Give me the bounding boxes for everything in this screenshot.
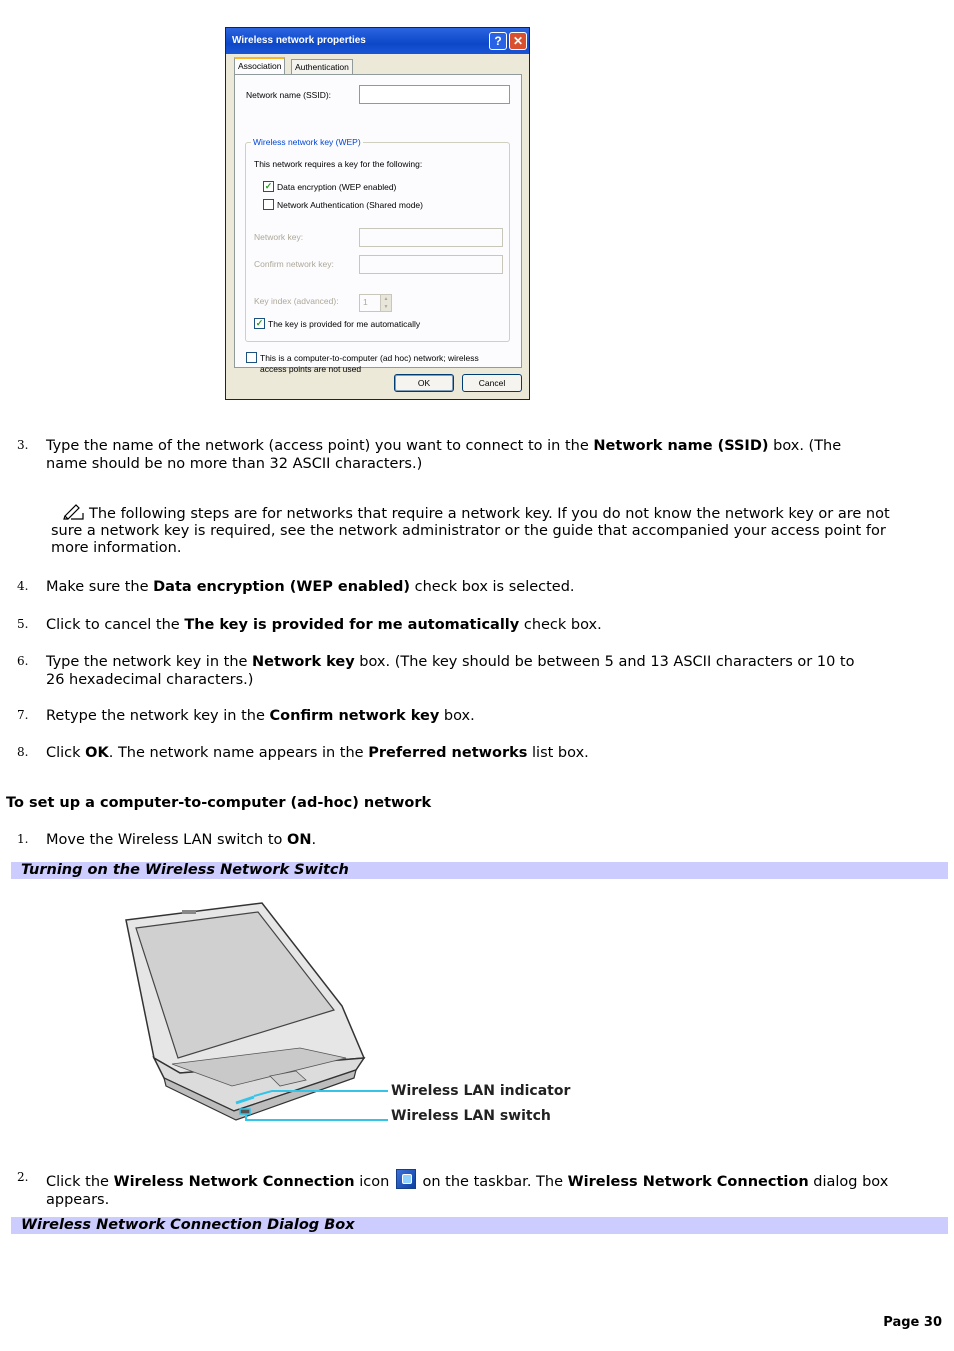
- tab-authentication[interactable]: Authentication: [291, 59, 353, 75]
- step-text-part: Click the: [46, 1174, 114, 1190]
- network-name-input[interactable]: [359, 85, 510, 104]
- adhoc-step-2-text: [46, 1169, 926, 1209]
- step-number: 7.: [17, 708, 29, 722]
- network-key-input[interactable]: [359, 228, 503, 247]
- step-text-part: appears.: [46, 1192, 110, 1208]
- step-text-part: Make sure the: [46, 579, 154, 595]
- step-text-part: box. (The key should be between 5 and 13 ASCII characters or 10 to: [354, 654, 855, 670]
- adhoc-step-1-text: [46, 831, 926, 849]
- step-text-part: .: [311, 832, 317, 848]
- note-text: [51, 506, 946, 557]
- key-index-label: Key index (advanced):: [254, 296, 339, 306]
- key-index-value: 1: [363, 297, 368, 307]
- step-text-part: Click: [46, 745, 86, 761]
- step-5-text: [46, 616, 926, 634]
- auto-key-label: The key is provided for me automatically: [268, 319, 421, 329]
- step-8-text: [46, 744, 926, 762]
- step-7-text: [46, 707, 926, 725]
- step-text-part: Click to cancel the: [46, 617, 185, 633]
- step-bold-term: The key is provided for me automatically: [184, 617, 520, 633]
- step-4-text: [46, 578, 926, 596]
- network-key-label: Network key:: [254, 232, 304, 242]
- note-line: The following steps are for networks that require a network key. If you do not know the network key or are not: [89, 506, 890, 522]
- auto-key-checkbox[interactable]: ✓: [255, 318, 264, 328]
- step-3-text: [46, 437, 926, 473]
- step-bold-term: Wireless Network Connection: [113, 1174, 355, 1190]
- adhoc-checkbox[interactable]: [246, 352, 257, 363]
- ok-button[interactable]: OK: [394, 374, 454, 392]
- confirm-key-input[interactable]: [359, 255, 503, 274]
- figure-caption-banner: Wireless Network Connection Dialog Box: [11, 1217, 948, 1234]
- adhoc-label-line2: access points are not used: [260, 364, 362, 374]
- wireless-lan-indicator-label: Wireless LAN indicator: [391, 1083, 571, 1099]
- dialog-title: Wireless network properties: [232, 35, 366, 46]
- step-text-part: 26 hexadecimal characters.): [46, 672, 254, 688]
- cancel-button[interactable]: Cancel: [462, 374, 522, 392]
- step-text-part: Move the Wireless LAN switch to: [46, 832, 288, 848]
- spinner-arrows-icon[interactable]: ▲ ▼: [380, 295, 391, 311]
- dialog-title-bar: [226, 28, 529, 54]
- step-text-part: box. (The: [768, 438, 842, 454]
- network-auth-label: Network Authentication (Shared mode): [277, 200, 423, 210]
- step-bold-term: ON: [287, 832, 312, 848]
- step-text-part: Type the network key in the: [46, 654, 253, 670]
- step-text-part: icon: [354, 1174, 394, 1190]
- step-bold-term: Confirm network key: [269, 708, 440, 724]
- step-number: 1.: [17, 832, 29, 846]
- step-text-part: on the taskbar. The: [417, 1174, 568, 1190]
- data-encryption-label: Data encryption (WEP enabled): [277, 182, 397, 192]
- step-number: 6.: [17, 654, 29, 668]
- step-text-part: Type the name of the network (access point) you want to connect to in the: [46, 438, 594, 454]
- note-line: sure a network key is required, see the network administrator or the guide that accompanied your access point for: [51, 523, 886, 539]
- wireless-lan-switch-label: Wireless LAN switch: [391, 1108, 551, 1124]
- step-number: 4.: [17, 579, 29, 593]
- step-text-part: . The network name appears in the: [108, 745, 369, 761]
- step-text-part: name should be no more than 32 ASCII characters.): [46, 456, 423, 472]
- network-name-label: Network name (SSID):: [246, 90, 332, 100]
- wep-group-label: Wireless network key (WEP): [253, 137, 361, 147]
- step-number: 3.: [17, 438, 29, 452]
- close-button[interactable]: ✕: [509, 32, 527, 50]
- network-auth-checkbox[interactable]: [263, 199, 274, 210]
- step-bold-term: Data encryption (WEP enabled): [153, 579, 411, 595]
- tab-association[interactable]: Association: [234, 57, 285, 75]
- step-text-part: dialog box: [808, 1174, 889, 1190]
- step-number: 2.: [17, 1170, 29, 1184]
- requires-key-text: This network requires a key for the following:: [254, 159, 423, 169]
- adhoc-label-line1: This is a computer-to-computer (ad hoc) network; wireless: [260, 353, 479, 363]
- wireless-connection-taskbar-icon: [396, 1169, 416, 1189]
- step-bold-term: Network name (SSID): [593, 438, 769, 454]
- step-text-part: box.: [439, 708, 475, 724]
- page-number: Page 30: [883, 1315, 942, 1330]
- wireless-network-properties-dialog: [225, 27, 530, 400]
- confirm-key-label: Confirm network key:: [254, 259, 334, 269]
- step-number: 5.: [17, 617, 29, 631]
- data-encryption-checkbox[interactable]: ✓: [264, 181, 273, 191]
- step-bold-term: Wireless Network Connection: [567, 1174, 809, 1190]
- figure-caption-banner: Turning on the Wireless Network Switch: [11, 862, 948, 879]
- step-bold-term: OK: [85, 745, 109, 761]
- association-panel: [234, 74, 522, 374]
- step-bold-term: Preferred networks: [368, 745, 528, 761]
- help-button[interactable]: ?: [489, 32, 507, 50]
- note-line: more information.: [51, 540, 182, 556]
- step-6-text: [46, 653, 926, 689]
- key-index-spinner[interactable]: [359, 294, 392, 312]
- section-heading: To set up a computer-to-computer (ad-hoc) network: [6, 795, 432, 811]
- step-text-part: check box is selected.: [410, 579, 575, 595]
- step-text-part: check box.: [519, 617, 602, 633]
- step-text-part: Retype the network key in the: [46, 708, 270, 724]
- step-bold-term: Network key: [252, 654, 355, 670]
- step-text-part: list box.: [527, 745, 589, 761]
- step-number: 8.: [17, 745, 29, 759]
